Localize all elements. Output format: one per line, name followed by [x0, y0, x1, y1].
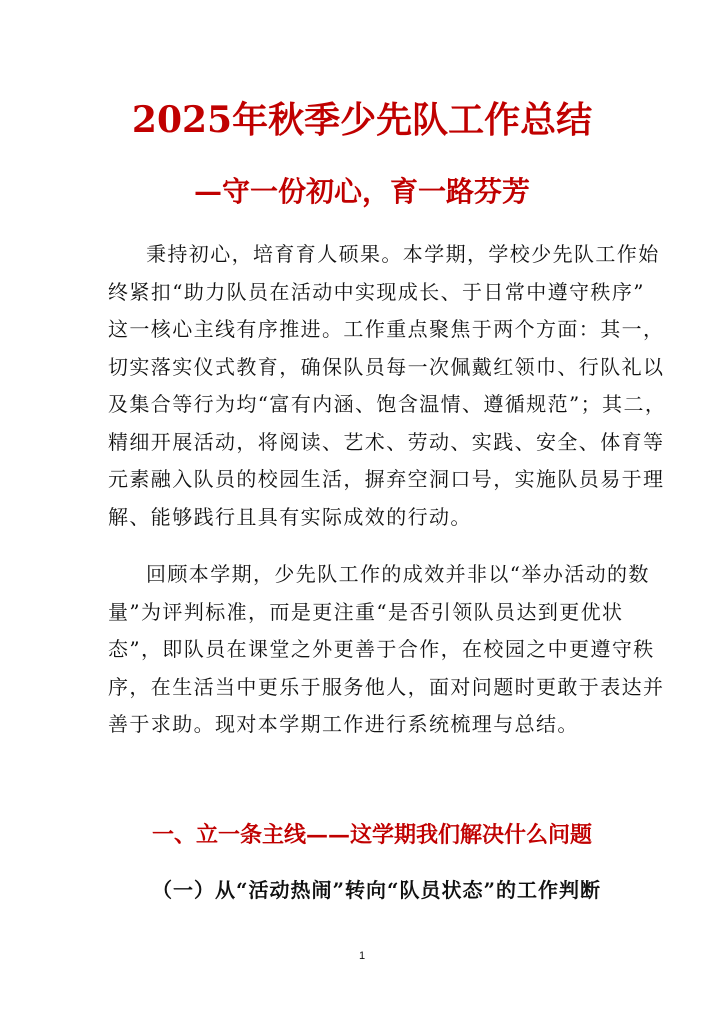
text-line: 态”，即队员在课堂之外更善于合作，在校园之中更遵守秩 — [108, 637, 655, 661]
text-line: 精细开展活动，将阅读、艺术、劳动、实践、安全、体育等 — [108, 429, 665, 454]
text-line: 终紧扣“助力队员在活动中实现成长、于日常中遵守秩序” — [108, 279, 645, 304]
subsection-heading: （一）从“活动热闹”转向“队员状态”的工作判断 — [152, 878, 602, 902]
document-subtitle: —守一份初心，育一路芬芳 — [193, 175, 530, 208]
text-line: 量”为评判标准，而是更注重“是否引领队员达到更优状 — [108, 599, 624, 624]
document-title: 2025年秋季少先队工作总结 — [131, 99, 593, 141]
text-line: 这一核心主线有序推进。工作重点聚焦于两个方面：其一， — [108, 317, 665, 341]
text-line: 解、能够践行且具有实际成效的行动。 — [108, 504, 472, 529]
text-line: 序，在生活当中更乐于服务他人，面对问题时更敢于表达并 — [108, 674, 665, 699]
text-line: 善于求助。现对本学期工作进行系统梳理与总结。 — [108, 712, 579, 736]
section-heading: 一、立一条主线——这学期我们解决什么问题 — [152, 822, 593, 848]
paragraph-1 — [108, 236, 667, 536]
text-line: 秉持初心，培育育人硕果。本学期，学校少先队工作始 — [146, 242, 660, 266]
text-line: 回顾本学期，少先队工作的成效并非以“举办活动的数 — [146, 562, 650, 586]
text-line: 切实落实仪式教育，确保队员每一次佩戴红领巾、行队礼以 — [108, 354, 665, 379]
text-line: 及集合等行为均“富有内涵、饱含温情、遵循规范”；其二， — [108, 392, 667, 416]
page-number: 1 — [358, 950, 366, 962]
text-line: 元素融入队员的校园生活，摒弃空洞口号，实施队员易于理 — [108, 467, 665, 491]
paragraph-2 — [108, 556, 665, 744]
